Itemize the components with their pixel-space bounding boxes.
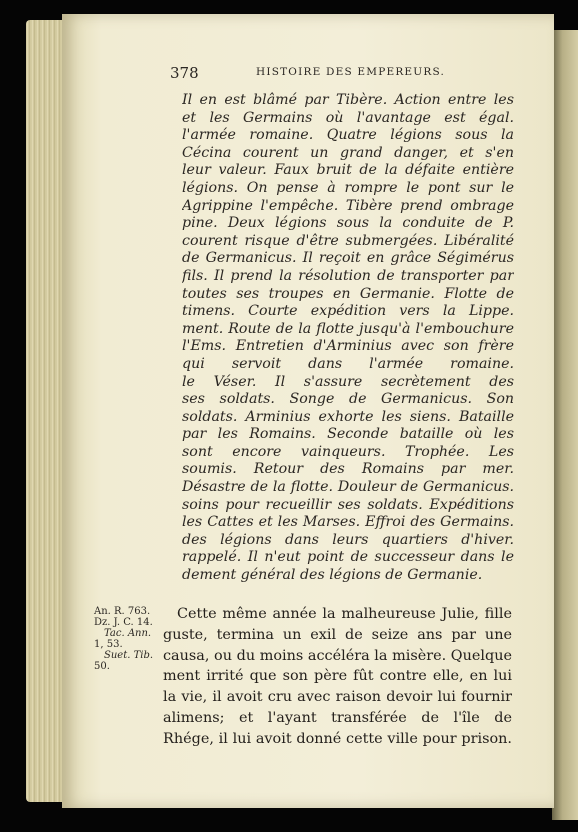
summary-line: toutes ses troupes en Germanie. Flotte de xyxy=(182,285,514,302)
summary-line: Agrippine l'empêche. Tibère prend ombrage xyxy=(182,197,514,214)
summary-line: fils. Il prend la résolution de transporter par xyxy=(182,267,514,284)
summary-line: ment. Route de la flotte jusqu'à l'embouchure xyxy=(182,320,514,337)
body-line: ment irrité que son père fût contre elle, en lui xyxy=(163,668,512,685)
running-title: HISTOIRE DES EMPEREURS. xyxy=(256,66,446,78)
summary-line: timens. Courte expédition vers la Lippe. xyxy=(182,303,514,320)
summary-line: les Cattes et les Marses. Effroi des Germains. xyxy=(182,514,514,531)
body-line: guste, termina un exil de seize ans par une xyxy=(163,626,512,643)
page-header xyxy=(170,64,520,84)
summary-line: soldats. Arminius exhorte les siens. Bataille xyxy=(182,408,514,425)
margin-notes xyxy=(94,606,164,672)
summary-line: soins pour recueillir ses soldats. Expéditions xyxy=(182,496,514,513)
summary-line: légions. On pense à rompre le pont sur le xyxy=(182,179,514,196)
summary-line: de Germanicus. Il reçoit en grâce Ségimérus xyxy=(182,250,514,267)
body-line: alimens; et l'ayant transférée de l'île de xyxy=(163,709,512,726)
facing-page-edge xyxy=(552,30,578,820)
summary-line: qui servoit dans l'armée romaine. xyxy=(182,355,514,372)
body-line: Rhége, il lui avoit donné cette ville pour prison. xyxy=(163,730,512,747)
summary-line: rappelé. Il n'eut point de successeur dans le xyxy=(182,549,514,566)
summary-line: Il en est blâmé par Tibère. Action entre les xyxy=(182,92,514,108)
summary-line: dement général des légions de Germanie. xyxy=(182,567,483,584)
summary-line: soumis. Retour des Romains par mer. xyxy=(182,461,514,478)
body-line: Cette même année la malheureuse Julie, fille xyxy=(177,606,512,622)
summary-line: pine. Deux légions sous la conduite de P. xyxy=(182,215,514,232)
chapter-summary xyxy=(182,92,514,585)
summary-line: ses soldats. Songe de Germanicus. Son xyxy=(182,391,514,408)
page-number: 378 xyxy=(170,64,199,82)
summary-line: des légions dans leurs quartiers d'hiver. xyxy=(182,531,514,548)
summary-line: l'Ems. Entretien d'Arminius avec son frère xyxy=(182,338,514,355)
summary-line: et les Germains où l'avantage est égal. xyxy=(182,109,514,126)
summary-line: Cécina courent un grand danger, et s'en xyxy=(182,144,514,161)
summary-line: leur valeur. Faux bruit de la défaite entière xyxy=(182,162,514,179)
margin-note-year: Dz. J. C. 14. xyxy=(94,617,153,628)
summary-line: le Véser. Il s'assure secrètement des xyxy=(182,373,514,390)
summary-line: sont encore vainqueurs. Trophée. Les xyxy=(182,443,514,460)
body-line: la vie, il avoit cru avec raison devoir lui fournir xyxy=(163,689,512,706)
book-page-edges xyxy=(26,20,66,802)
margin-note-reference: Suet. Tib. xyxy=(104,650,154,661)
margin-note-year: An. R. 763. xyxy=(94,606,151,617)
margin-note-reference: Tac. Ann. xyxy=(104,628,152,639)
body-text xyxy=(163,604,512,750)
summary-line: l'armée romaine. Quatre légions sous la xyxy=(182,127,514,144)
body-line: causa, ou du moins accéléra la misère. Quelque xyxy=(163,647,512,664)
margin-note-reference: 50. xyxy=(94,661,110,672)
summary-line: courent risque d'être submergées. Libéralité xyxy=(182,232,514,249)
margin-note-reference: 1, 53. xyxy=(94,639,123,650)
summary-line: par les Romains. Seconde bataille où les xyxy=(182,426,514,443)
summary-line: Désastre de la flotte. Douleur de Germanicus. xyxy=(182,479,514,496)
